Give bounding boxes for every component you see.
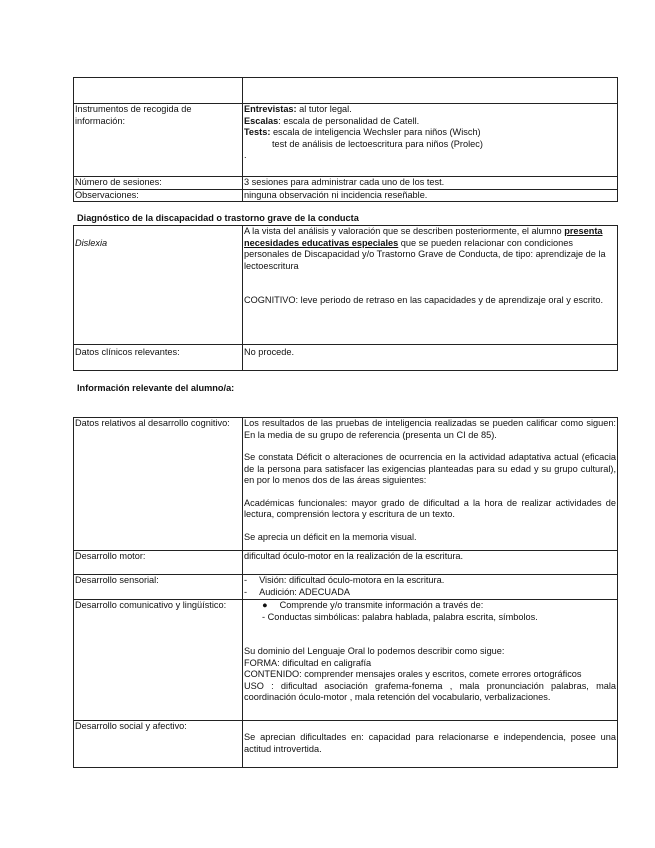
sensorial-vision: Visión: dificultad óculo-motora en la escritura. [259,575,445,585]
diag-text-1: A la vista del análisis y valoración que se describen posteriormente, el alumno [244,226,565,236]
social-label: Desarrollo social y afectivo: [74,721,243,768]
dash-1: - [244,575,248,585]
clinicos-label: Datos clínicos relevantes: [74,345,243,371]
motor-value: dificultad óculo-motor en la realización de la escritura. [243,551,618,575]
entrevistas-label: Entrevistas: [244,104,297,114]
diag-text-2: que se pueden relacionar con condiciones personales de Discapacidad y/o Trastorno Grave de Conducta, de tipo: aprendizaje de la lectoescritura [244,237,606,271]
sesiones-value: 3 sesiones para administrar cada uno de los test. [243,177,618,190]
escalas-value: : escala de personalidad de Catell. [278,115,420,126]
relevante-heading: Información relevante del alumno/a: [77,383,235,393]
instruments-value [243,104,618,177]
tests-value-1: escala de inteligencia Wechsler para niños (Wisch) [270,127,481,137]
com-dominio: Su dominio del Lenguaje Oral lo podemos describir como sigue: [244,646,505,656]
motor-label: Desarrollo motor: [74,551,243,575]
trailing-dot: . [244,150,247,160]
cog-p3: Académicas funcionales: mayor grado de dificultad a la hora de realizar actividades de lectura, comprensión lectora y escritura de un texto. [244,497,616,519]
dislexia-label: Dislexia [75,238,108,248]
sesiones-label: Número de sesiones: [74,177,243,190]
social-value: Se aprecian dificultades en: capacidad para relacionarse e independencia, posee una actitud introvertida. [244,732,616,754]
diagnostico-table [73,225,618,371]
cog-p4: Se aprecia un déficit en la memoria visual. [244,531,417,542]
diag-text-underlined: presenta necesidades educativas especiales [244,226,603,248]
bullet-icon: ● [262,600,268,610]
comunicativo-value [243,600,618,721]
empty-cell-left [74,78,243,104]
cog-p1: Los resultados de las pruebas de inteligencia realizadas se pueden calificar como siguen: En la media de su grupo de referencia (presenta un CI de 85). [244,418,616,440]
diagnostico-value [243,226,618,345]
clinicos-value: No procede. [243,345,618,371]
social-value-cell [243,721,618,768]
com-bullet: Comprende y/o transmite información a través de: [279,600,484,610]
diagnostico-heading: Diagnóstico de la discapacidad o trastorno grave de la conducta [77,213,359,223]
cognitivo-label: Datos relativos al desarrollo cognitivo: [74,418,243,551]
entrevistas-value: al tutor legal. [296,104,352,114]
com-uso: USO : dificultad asociación grafema-fonema , mala pronunciación palabras, mala coordinación óculo-motor , mala retención del vocabulario, verbalizaciones. [244,680,616,702]
empty-cell-right [243,78,618,104]
instruments-label: Instrumentos de recogida de información: [74,104,243,177]
dislexia-cell [74,226,243,345]
relevante-table [73,417,618,768]
comunicativo-label: Desarrollo comunicativo y lingüístico: [74,600,243,721]
sensorial-audicion: Audición: ADECUADA [259,586,350,597]
com-forma: FORMA: dificultad en caligrafía [244,657,372,668]
cognitivo-value [243,418,618,551]
tests-value-2: test de análisis de lectoescritura para niños (Prolec) [272,138,483,149]
com-sub: - Conductas simbólicas: palabra hablada, palabra escrita, símbolos. [262,611,538,622]
observaciones-value: ninguna observación ni incidencia reseñable. [243,189,618,202]
sensorial-label: Desarrollo sensorial: [74,575,243,600]
dash-2: - [244,586,248,597]
diag-cognitivo: COGNITIVO: leve periodo de retraso en las capacidades y de aprendizaje oral y escrito. [244,295,604,305]
cog-p2: Se constata Déficit o alteraciones de ocurrencia en la actividad adaptativa actual (eficacia de la persona para satisfacer las exigencias planteadas para su edad y su grupo cultural), en por lo menos dos de las áreas siguientes: [244,452,616,485]
observaciones-label: Observaciones: [74,189,243,202]
com-contenido: CONTENIDO: comprender mensajes orales y escritos, comete errores ortográficos [244,669,582,679]
instruments-table [73,77,618,202]
tests-label: Tests: [244,127,271,137]
sensorial-value [243,575,618,600]
escalas-label: Escalas [244,115,279,126]
